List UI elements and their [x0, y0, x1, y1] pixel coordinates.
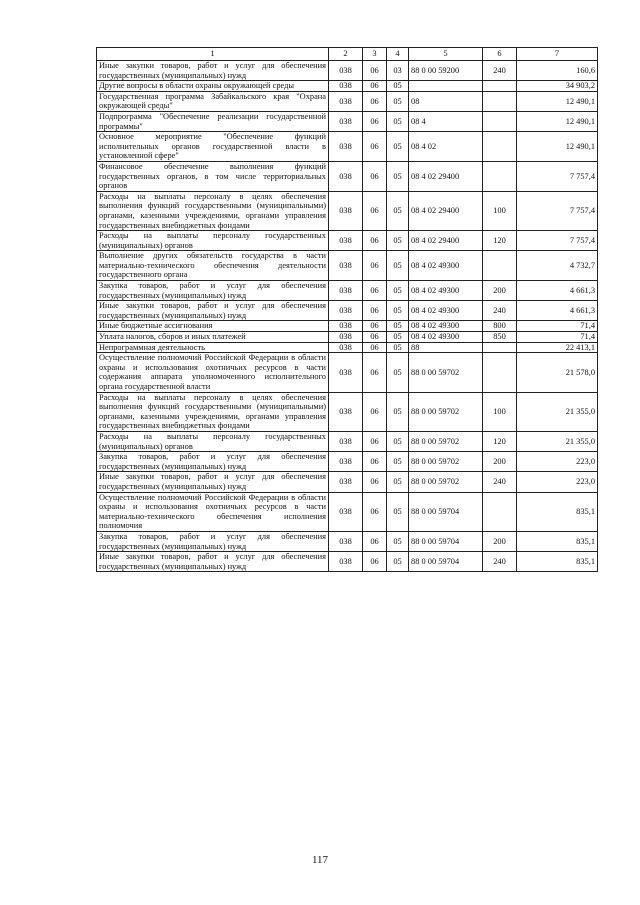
cell-rz: 06 [363, 431, 387, 451]
cell-csr: 88 [409, 342, 483, 353]
cell-csr [409, 81, 483, 92]
cell-name: Выполнение других обязательств государства в части материально-технического обеспечения деятельности государственного органа [97, 251, 329, 281]
cell-vr [483, 161, 517, 191]
cell-csr: 88 0 00 59704 [409, 492, 483, 531]
table-row [97, 472, 598, 492]
header-col-pr: 4 [387, 48, 409, 61]
table-row [97, 251, 598, 281]
cell-name: Расходы на выплаты персоналу государственных (муниципальных) органов [97, 231, 329, 251]
cell-sum: 223,0 [517, 452, 598, 472]
cell-sum: 4 661,3 [517, 301, 598, 321]
cell-name: Закупка товаров, работ и услуг для обеспечения государственных (муниципальных) нужд [97, 452, 329, 472]
header-col-name: 1 [97, 48, 329, 61]
table-row [97, 111, 598, 131]
cell-vr [483, 353, 517, 392]
cell-sum: 21 355,0 [517, 431, 598, 451]
cell-vr [483, 342, 517, 353]
table-row [97, 321, 598, 332]
cell-rz: 06 [363, 552, 387, 572]
header-col-csr: 5 [409, 48, 483, 61]
table-row [97, 301, 598, 321]
cell-vr: 850 [483, 332, 517, 343]
cell-sum: 71,4 [517, 321, 598, 332]
cell-sum: 12 490,1 [517, 111, 598, 131]
cell-name: Осуществление полномочий Российской Федерации в области охраны и использования охотничьих ресурсов в части материально-технического обеспечения исполнения полномочия [97, 492, 329, 531]
cell-pr: 05 [387, 431, 409, 451]
cell-vr [483, 132, 517, 162]
cell-pr: 05 [387, 301, 409, 321]
cell-name: Расходы на выплаты персоналу в целях обеспечения выполнения функций государственными (муниципальными) органами, казенными учреждениями, органами управления государственных внебюджетных фондами [97, 392, 329, 431]
cell-name: Непрограммная деятельность [97, 342, 329, 353]
cell-sum: 835,1 [517, 492, 598, 531]
cell-rz: 06 [363, 111, 387, 131]
cell-vr: 120 [483, 431, 517, 451]
cell-gr: 038 [329, 342, 363, 353]
cell-gr: 038 [329, 492, 363, 531]
table-row [97, 61, 598, 81]
cell-gr: 038 [329, 552, 363, 572]
cell-gr: 038 [329, 472, 363, 492]
table-row [97, 332, 598, 343]
cell-vr: 240 [483, 552, 517, 572]
cell-sum: 7 757,4 [517, 161, 598, 191]
cell-pr: 03 [387, 61, 409, 81]
cell-sum: 21 578,0 [517, 353, 598, 392]
cell-gr: 038 [329, 301, 363, 321]
cell-sum: 4 661,3 [517, 281, 598, 301]
cell-sum: 12 490,1 [517, 91, 598, 111]
cell-gr: 038 [329, 231, 363, 251]
cell-gr: 038 [329, 161, 363, 191]
table-row [97, 231, 598, 251]
cell-pr: 05 [387, 332, 409, 343]
cell-gr: 038 [329, 111, 363, 131]
budget-table [96, 47, 598, 572]
cell-name: Осуществление полномочий Российской Федерации в области охраны и использования охотничьих ресурсов в части содержания аппарата уполномоченного исполнительного органа государственной власти [97, 353, 329, 392]
table-body [97, 61, 598, 572]
cell-pr: 05 [387, 321, 409, 332]
cell-rz: 06 [363, 353, 387, 392]
cell-csr: 08 4 02 29400 [409, 161, 483, 191]
cell-vr [483, 251, 517, 281]
cell-vr: 100 [483, 392, 517, 431]
cell-rz: 06 [363, 301, 387, 321]
cell-gr: 038 [329, 392, 363, 431]
cell-pr: 05 [387, 452, 409, 472]
table-row [97, 191, 598, 230]
cell-gr: 038 [329, 91, 363, 111]
cell-pr: 05 [387, 191, 409, 230]
cell-pr: 05 [387, 552, 409, 572]
cell-name: Расходы на выплаты персоналу в целях обеспечения выполнения функций государственными (муниципальными) органами, казенными учреждениями, органами управления государственных внебюджетных фондами [97, 191, 329, 230]
cell-vr [483, 492, 517, 531]
cell-gr: 038 [329, 452, 363, 472]
cell-vr: 120 [483, 231, 517, 251]
cell-name: Финансовое обеспечение выполнения функций государственных органов, в том числе территориальных органов [97, 161, 329, 191]
cell-csr: 08 4 02 29400 [409, 231, 483, 251]
cell-rz: 06 [363, 91, 387, 111]
table-row [97, 353, 598, 392]
cell-pr: 05 [387, 231, 409, 251]
cell-csr: 08 4 02 29400 [409, 191, 483, 230]
cell-pr: 05 [387, 132, 409, 162]
header-col-sum: 7 [517, 48, 598, 61]
cell-sum: 21 355,0 [517, 392, 598, 431]
table-row [97, 492, 598, 531]
cell-vr: 800 [483, 321, 517, 332]
cell-csr: 88 0 00 59702 [409, 472, 483, 492]
cell-csr: 08 [409, 91, 483, 111]
cell-rz: 06 [363, 342, 387, 353]
table-row [97, 132, 598, 162]
cell-gr: 038 [329, 353, 363, 392]
cell-name: Иные бюджетные ассигнования [97, 321, 329, 332]
page-number: 117 [311, 854, 329, 866]
cell-sum: 12 490,1 [517, 132, 598, 162]
cell-sum: 7 757,4 [517, 231, 598, 251]
cell-csr: 08 4 02 49300 [409, 301, 483, 321]
cell-pr: 05 [387, 472, 409, 492]
cell-vr [483, 81, 517, 92]
cell-pr: 05 [387, 342, 409, 353]
cell-rz: 06 [363, 281, 387, 301]
cell-rz: 06 [363, 472, 387, 492]
cell-rz: 06 [363, 332, 387, 343]
cell-name: Закупка товаров, работ и услуг для обеспечения государственных (муниципальных) нужд [97, 281, 329, 301]
cell-rz: 06 [363, 251, 387, 281]
cell-sum: 71,4 [517, 332, 598, 343]
cell-pr: 05 [387, 353, 409, 392]
cell-csr: 08 4 02 [409, 132, 483, 162]
header-col-vr: 6 [483, 48, 517, 61]
cell-gr: 038 [329, 321, 363, 332]
cell-vr: 100 [483, 191, 517, 230]
cell-csr: 88 0 00 59200 [409, 61, 483, 81]
cell-name: Основное мероприятие "Обеспечение функций исполнительных органов государственной власти в установленной сфере" [97, 132, 329, 162]
cell-vr [483, 111, 517, 131]
cell-sum: 22 413,1 [517, 342, 598, 353]
cell-rz: 06 [363, 452, 387, 472]
cell-rz: 06 [363, 231, 387, 251]
cell-csr: 08 4 02 49300 [409, 281, 483, 301]
cell-pr: 05 [387, 91, 409, 111]
cell-csr: 88 0 00 59702 [409, 392, 483, 431]
cell-vr: 240 [483, 472, 517, 492]
cell-sum: 4 732,7 [517, 251, 598, 281]
cell-pr: 05 [387, 392, 409, 431]
cell-vr: 200 [483, 281, 517, 301]
table-row [97, 91, 598, 111]
cell-pr: 05 [387, 281, 409, 301]
cell-name: Иные закупки товаров, работ и услуг для обеспечения государственных (муниципальных) нужд [97, 552, 329, 572]
cell-name: Расходы на выплаты персоналу государственных (муниципальных) органов [97, 431, 329, 451]
cell-pr: 05 [387, 81, 409, 92]
cell-vr: 200 [483, 531, 517, 551]
header-col-rz: 3 [363, 48, 387, 61]
cell-sum: 34 903,2 [517, 81, 598, 92]
cell-rz: 06 [363, 492, 387, 531]
cell-rz: 06 [363, 392, 387, 431]
cell-rz: 06 [363, 321, 387, 332]
cell-sum: 160,6 [517, 61, 598, 81]
cell-sum: 7 757,4 [517, 191, 598, 230]
cell-rz: 06 [363, 191, 387, 230]
cell-rz: 06 [363, 132, 387, 162]
cell-pr: 05 [387, 111, 409, 131]
cell-gr: 038 [329, 191, 363, 230]
cell-csr: 08 4 02 49300 [409, 251, 483, 281]
cell-name: Другие вопросы в области охраны окружающей среды [97, 81, 329, 92]
cell-gr: 038 [329, 332, 363, 343]
cell-gr: 038 [329, 132, 363, 162]
cell-csr: 08 4 02 49300 [409, 321, 483, 332]
cell-csr: 88 0 00 59704 [409, 531, 483, 551]
cell-name: Иные закупки товаров, работ и услуг для обеспечения государственных (муниципальных) нужд [97, 301, 329, 321]
table-row [97, 452, 598, 472]
cell-sum: 835,1 [517, 531, 598, 551]
table-row [97, 342, 598, 353]
cell-name: Государственная программа Забайкальского края "Охрана окружающей среды" [97, 91, 329, 111]
cell-csr: 88 0 00 59704 [409, 552, 483, 572]
cell-rz: 06 [363, 161, 387, 191]
cell-sum: 835,1 [517, 552, 598, 572]
cell-gr: 038 [329, 431, 363, 451]
cell-rz: 06 [363, 531, 387, 551]
cell-pr: 05 [387, 251, 409, 281]
cell-gr: 038 [329, 61, 363, 81]
header-col-gr: 2 [329, 48, 363, 61]
cell-csr: 08 4 02 49300 [409, 332, 483, 343]
cell-csr: 88 0 00 59702 [409, 353, 483, 392]
cell-name: Подпрограмма "Обеспечение реализации государственной программы" [97, 111, 329, 131]
cell-csr: 88 0 00 59702 [409, 431, 483, 451]
cell-rz: 06 [363, 61, 387, 81]
cell-name: Уплата налогов, сборов и иных платежей [97, 332, 329, 343]
table-row [97, 161, 598, 191]
cell-gr: 038 [329, 81, 363, 92]
cell-gr: 038 [329, 251, 363, 281]
table-row [97, 531, 598, 551]
cell-csr: 08 4 [409, 111, 483, 131]
cell-name: Иные закупки товаров, работ и услуг для обеспечения государственных (муниципальных) нужд [97, 472, 329, 492]
cell-pr: 05 [387, 492, 409, 531]
table-header-row [97, 48, 598, 61]
table-row [97, 392, 598, 431]
cell-rz: 06 [363, 81, 387, 92]
cell-csr: 88 0 00 59702 [409, 452, 483, 472]
cell-vr: 240 [483, 61, 517, 81]
cell-vr: 240 [483, 301, 517, 321]
cell-name: Закупка товаров, работ и услуг для обеспечения государственных (муниципальных) нужд [97, 531, 329, 551]
cell-pr: 05 [387, 531, 409, 551]
cell-pr: 05 [387, 161, 409, 191]
cell-gr: 038 [329, 531, 363, 551]
cell-vr: 200 [483, 452, 517, 472]
table-row [97, 552, 598, 572]
cell-sum: 223,0 [517, 472, 598, 492]
table-row [97, 281, 598, 301]
table-row [97, 431, 598, 451]
cell-name: Иные закупки товаров, работ и услуг для обеспечения государственных (муниципальных) нужд [97, 61, 329, 81]
cell-vr [483, 91, 517, 111]
cell-gr: 038 [329, 281, 363, 301]
table-row [97, 81, 598, 92]
